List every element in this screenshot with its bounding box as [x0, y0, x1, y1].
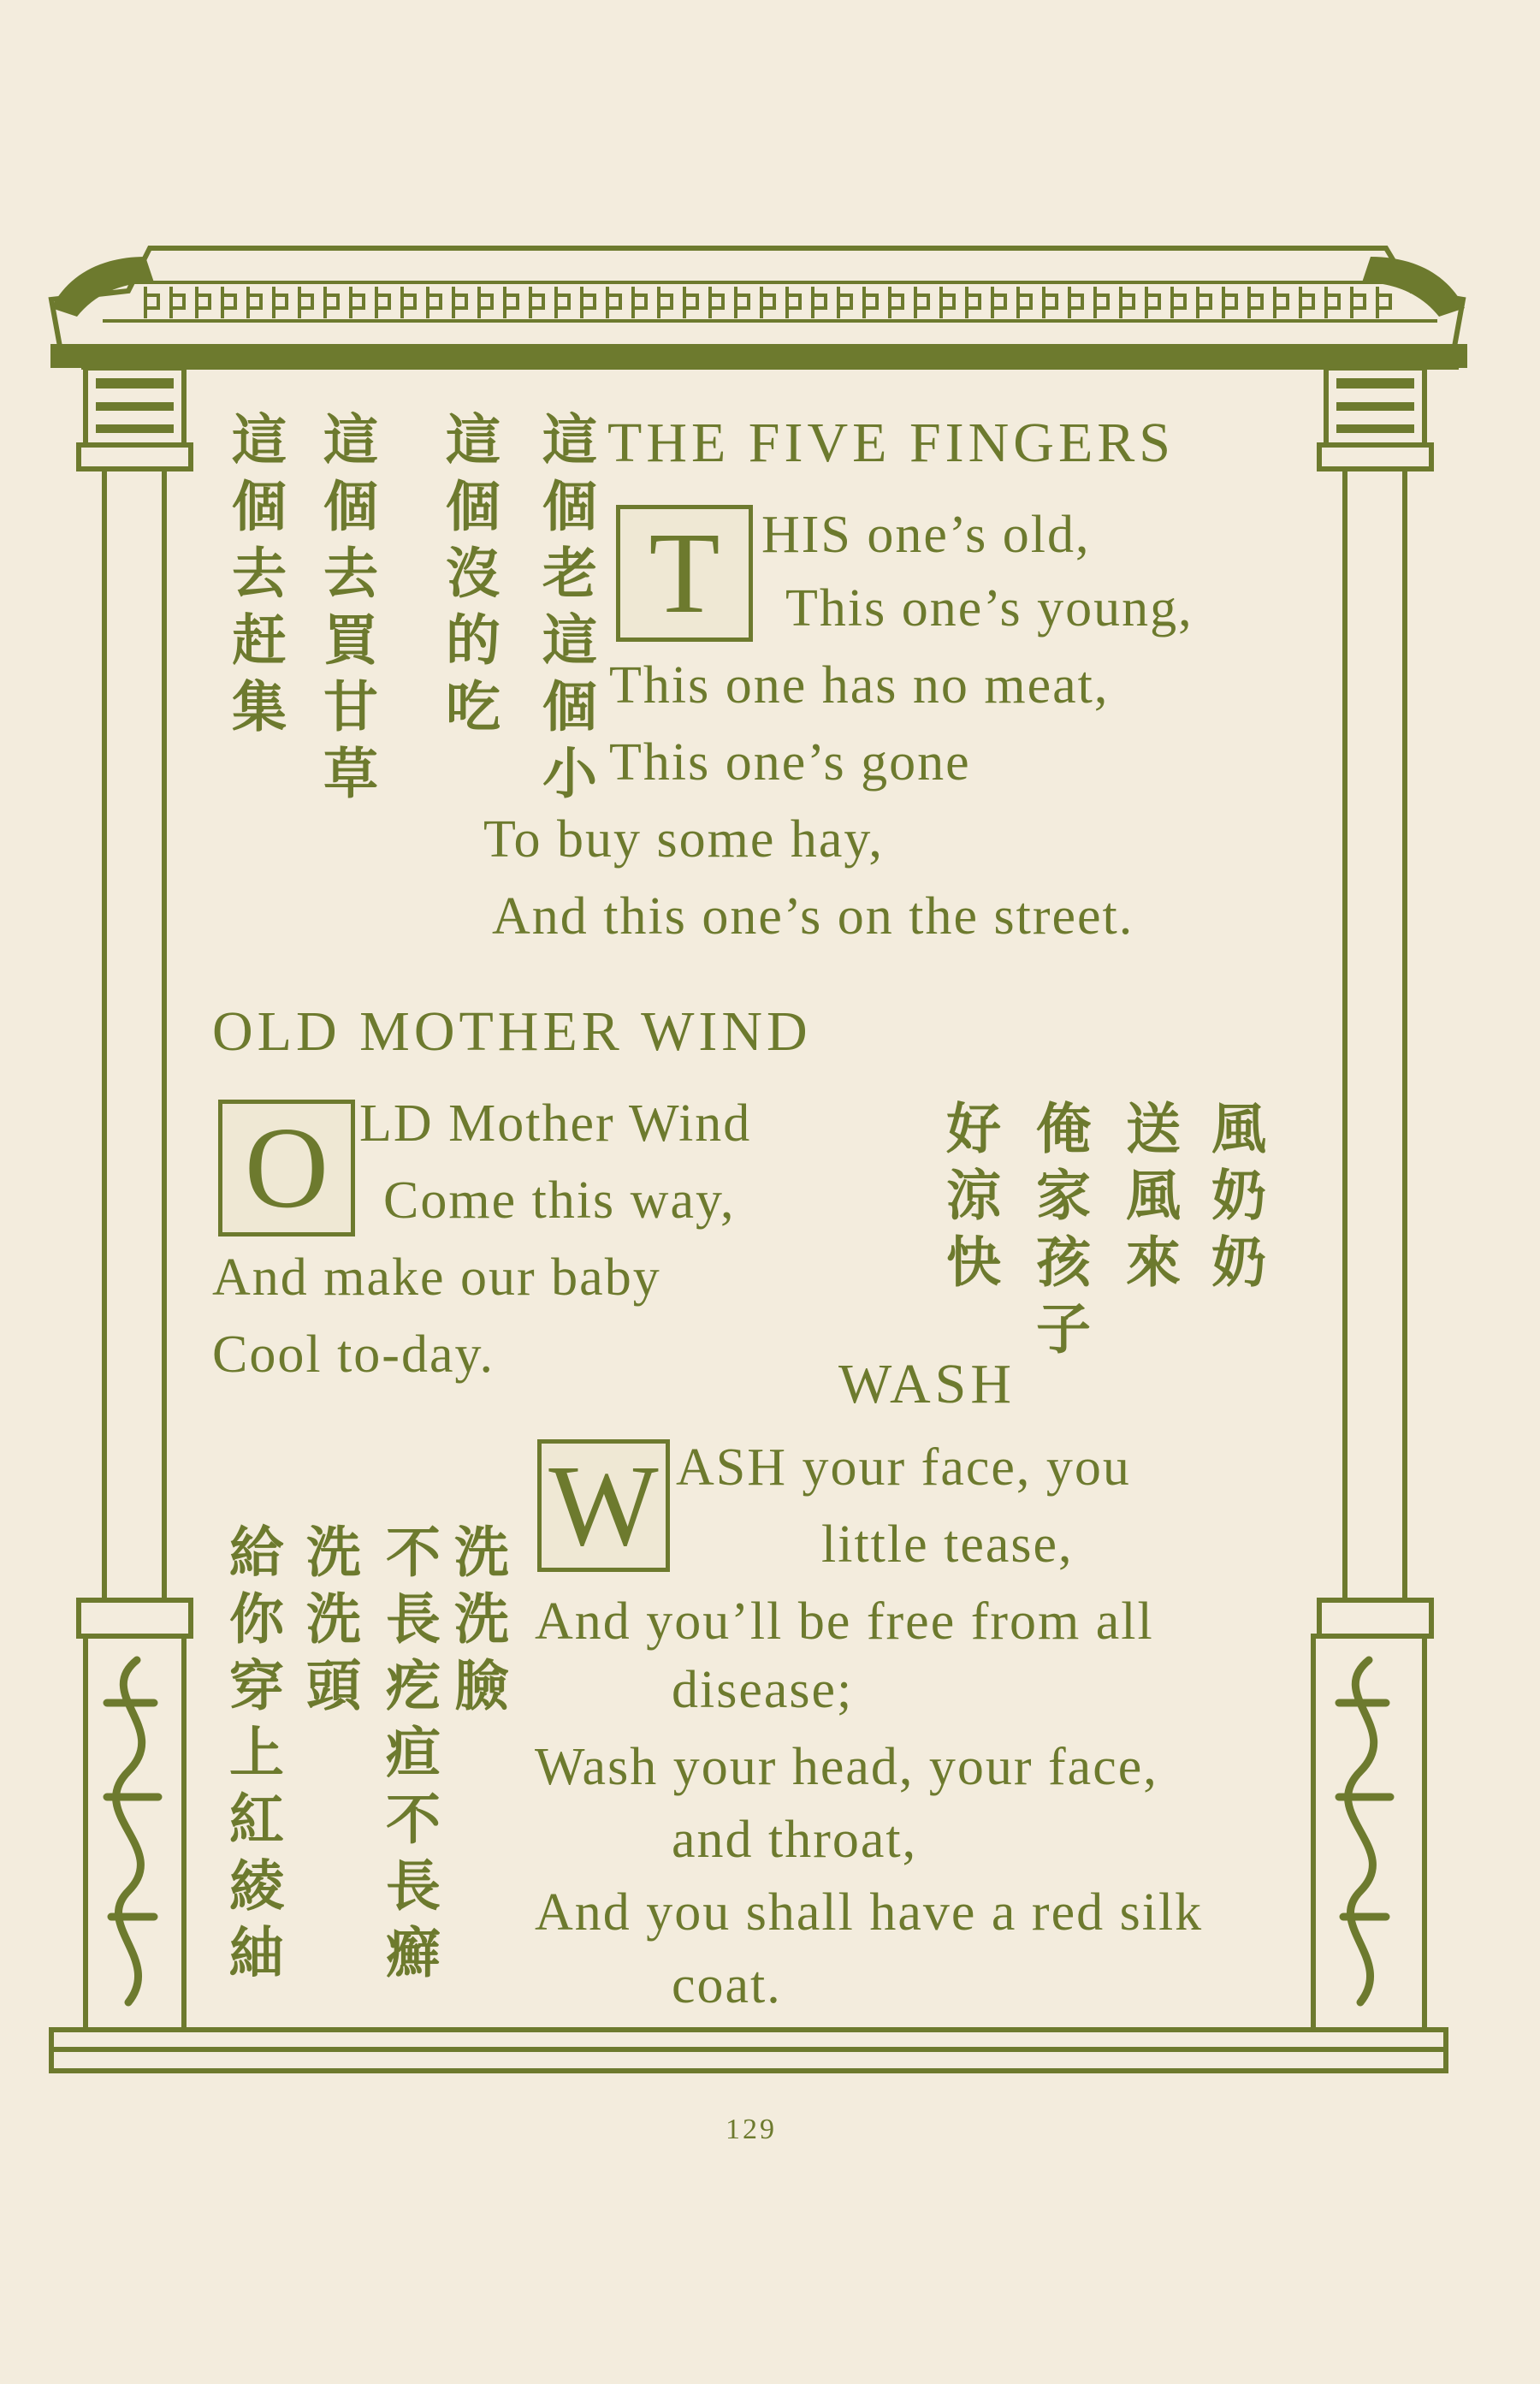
drop-cap-letter: T	[649, 509, 720, 638]
drop-cap-letter: W	[548, 1441, 659, 1570]
mother-wind-line-4: Cool to-day.	[212, 1325, 495, 1384]
wash-drop-cap	[537, 1439, 670, 1572]
mother-wind-line-1: LD Mother Wind	[359, 1094, 752, 1153]
five-fingers-line-4: This one’s gone	[609, 733, 971, 792]
wash-line-3: And you’ll be free from all	[535, 1592, 1154, 1651]
mother-wind-line-2: Come this way,	[383, 1171, 736, 1230]
five-fingers-chinese-col-3: 這個去買甘草	[314, 411, 377, 811]
wash-line-1: ASH your face, you	[676, 1438, 1131, 1497]
mother-wind-chinese-col-2: 送風來	[1116, 1100, 1180, 1300]
five-fingers-chinese-col-2: 這個沒的吃	[436, 411, 500, 744]
mother-wind-chinese-col-4: 好涼快	[937, 1100, 1000, 1300]
wash-line-8: coat.	[672, 1956, 782, 2014]
wash-line-4: disease;	[672, 1661, 854, 1719]
wash-line-7: And you shall have a red silk	[535, 1883, 1204, 1942]
five-fingers-line-1: HIS one’s old,	[761, 506, 1091, 564]
five-fingers-chinese-col-4: 這個去赶集	[222, 411, 286, 744]
mother-wind-line-3: And make our baby	[212, 1248, 661, 1307]
wash-chinese-col-3: 洗洗頭	[297, 1523, 360, 1723]
wash-chinese-col-1: 洗洗臉	[445, 1523, 508, 1723]
wash-chinese-col-2: 不長疙疸不長癬	[376, 1523, 440, 1990]
five-fingers-title: THE FIVE FINGERS	[607, 412, 1176, 474]
page-number: 129	[726, 2114, 777, 2145]
wash-line-6: and throat,	[672, 1811, 918, 1869]
five-fingers-drop-cap	[616, 505, 753, 642]
five-fingers-chinese-col-1: 這個老這個小	[533, 411, 596, 811]
mother-wind-drop-cap	[218, 1100, 355, 1236]
mother-wind-chinese-col-3: 俺家孩子	[1027, 1100, 1090, 1367]
wash-line-2: little tease,	[821, 1515, 1074, 1574]
mother-wind-chinese-col-1: 風奶奶	[1202, 1100, 1265, 1300]
drop-cap-letter: O	[244, 1104, 329, 1232]
five-fingers-line-6: And this one’s on the street.	[492, 887, 1134, 946]
five-fingers-line-5: To buy some hay,	[483, 810, 884, 869]
five-fingers-line-3: This one has no meat,	[609, 656, 1110, 715]
wash-line-5: Wash your head, your face,	[535, 1738, 1158, 1796]
mother-wind-title: OLD MOTHER WIND	[212, 1000, 812, 1063]
five-fingers-line-2: This one’s young,	[785, 579, 1194, 638]
wash-title: WASH	[838, 1353, 1016, 1415]
wash-chinese-col-4: 給你穿上紅綾紬	[220, 1523, 283, 1990]
